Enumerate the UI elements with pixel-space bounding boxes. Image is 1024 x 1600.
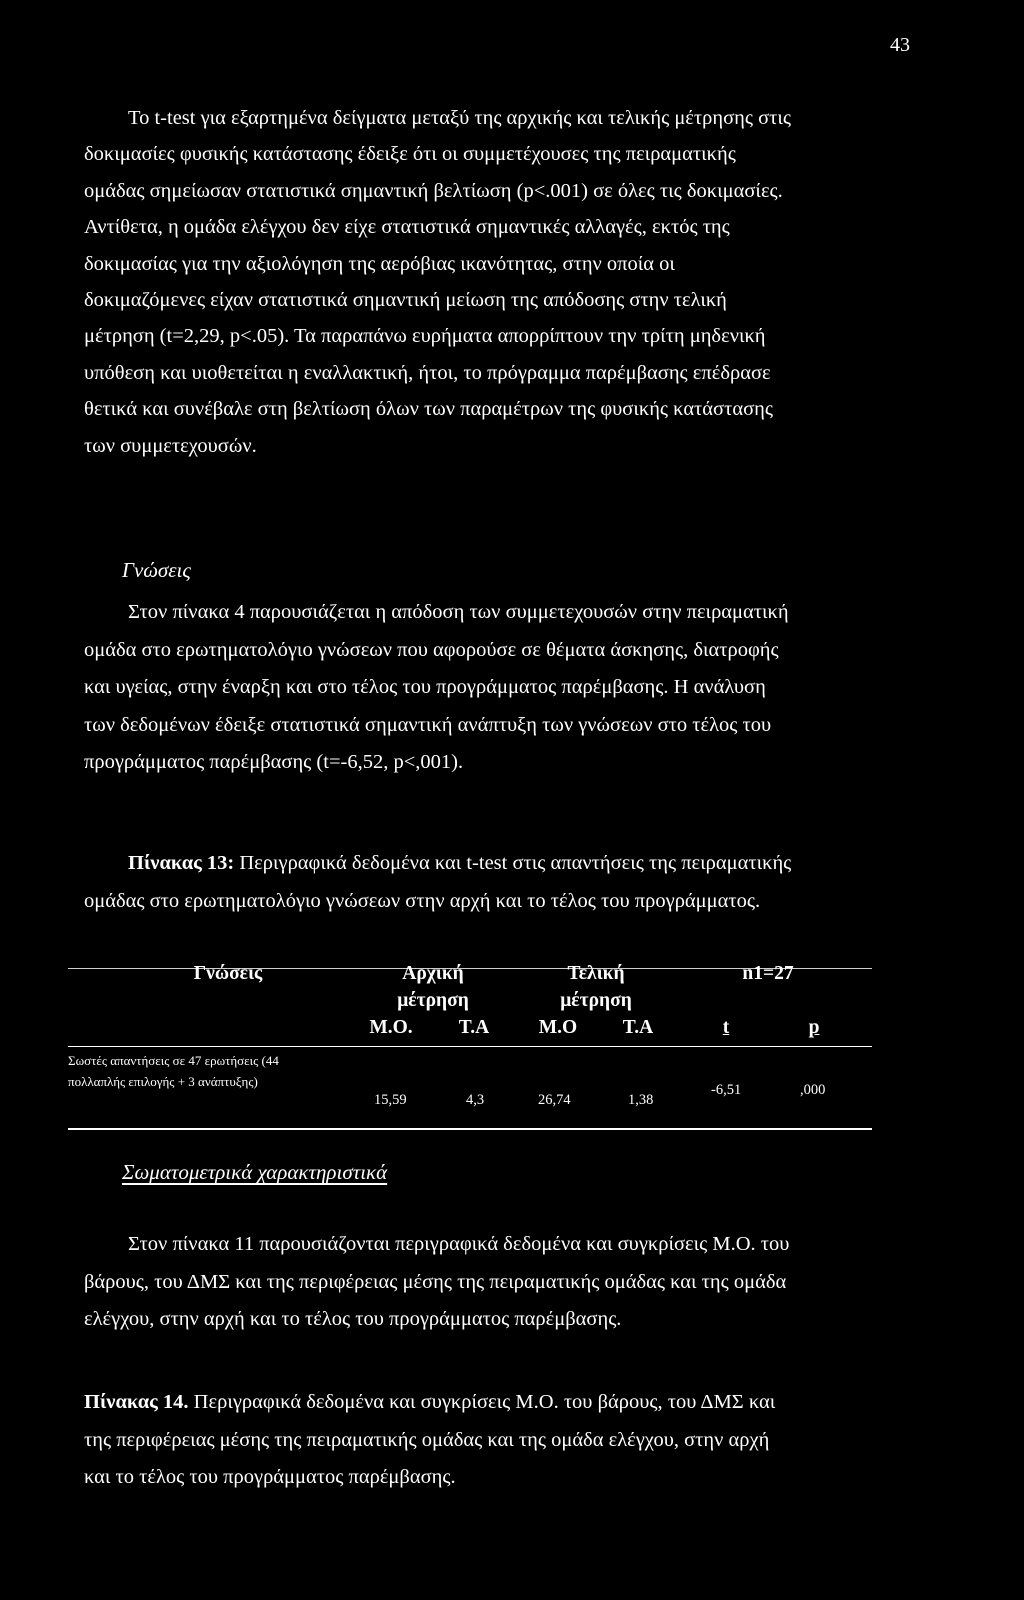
text-line: Στον πίνακα 11 παρουσιάζονται περιγραφικά δεδομένα και συγκρίσεις Μ.Ο. του	[128, 1233, 790, 1255]
header-n: n1=27	[742, 963, 794, 984]
col-mo-final: Μ.Ο	[538, 1017, 578, 1038]
text-line: των δεδομένων έδειξε στατιστικά σημαντική ανάπτυξη των γνώσεων στο τέλος του	[84, 713, 772, 736]
cell-ta-final: 1,38	[628, 1092, 654, 1108]
text-line: ομάδα στο ερωτηματολόγιο γνώσεων που αφορούσε σε θέματα άσκησης, διατροφής	[84, 638, 779, 661]
cell-t: -6,51	[711, 1082, 742, 1098]
page-number: 43	[890, 34, 910, 56]
table-bottom-rule	[68, 1128, 872, 1130]
header-final-2: μέτρηση	[560, 990, 632, 1011]
cell-mo-initial: 15,59	[374, 1092, 407, 1108]
col-ta-initial: Τ.Α	[458, 1017, 490, 1038]
table-mid-rule	[68, 1046, 872, 1047]
section-heading-somatometric: Σωματομετρικά χαρακτηριστικά	[122, 1160, 388, 1184]
cell-p: ,000	[800, 1082, 826, 1098]
text-line: ομάδας στο ερωτηματολόγιο γνώσεων στην αρχή και το τέλος του προγράμματος.	[84, 889, 761, 912]
col-ta-final: Τ.Α	[622, 1017, 654, 1038]
header-gnoseis: Γνώσεις	[193, 963, 263, 984]
text-line: Πίνακας 14. Περιγραφικά δεδομένα και συγκρίσεις Μ.Ο. του βάρους, του ΔΜΣ και	[84, 1391, 776, 1413]
text-line: δοκιμασίας για την αξιολόγηση της αερόβιας ικανότητας, στην οποία οι	[84, 252, 675, 275]
paragraph-knowledge	[84, 594, 918, 782]
text-line: Πίνακας 13: Περιγραφικά δεδομένα και t-test στις απαντήσεις της πειραματικής	[128, 852, 792, 874]
cell-mo-final: 26,74	[538, 1092, 571, 1108]
text-line: και το τέλος του προγράμματος παρέμβασης.	[84, 1466, 456, 1489]
text-line: προγράμματος παρέμβασης (t=-6,52, p<,001).	[84, 751, 464, 774]
col-t: t	[722, 1017, 730, 1038]
col-mo-initial: Μ.Ο.	[369, 1017, 413, 1038]
text-line: Το t-test για εξαρτημένα δείγματα μεταξύ της αρχικής και τελικής μέτρησης στις	[128, 107, 792, 129]
cell-ta-initial: 4,3	[466, 1092, 485, 1108]
table-14-caption	[84, 1384, 918, 1497]
text-line: βάρους, του ΔΜΣ και της περιφέρειας μέσης της πειραματικής ομάδας και της ομάδα	[84, 1270, 787, 1293]
text-line: δοκιμασίες φυσικής κατάστασης έδειξε ότι οι συμμετέχουσες της πειραματικής	[84, 143, 736, 166]
text-line: θετικά και συνέβαλε στη βελτίωση όλων των παραμέτρων της φυσικής κατάστασης	[84, 398, 773, 421]
header-final-1: Τελική	[567, 963, 625, 984]
table-13-caption	[84, 845, 918, 920]
caption-label: Πίνακας 14.	[84, 1391, 189, 1413]
section-heading-gnoseis: Γνώσεις	[122, 558, 191, 582]
text-line: υπόθεση και υιοθετείται η εναλλακτική, ήτοι, το πρόγραμμα παρέμβασης επέδρασε	[84, 361, 771, 384]
text-line: μέτρηση (t=2,29, p<.05). Τα παραπάνω ευρήματα απορρίπτουν την τρίτη μηδενική	[84, 325, 766, 348]
text-line: Στον πίνακα 4 παρουσιάζεται η απόδοση των συμμετεχουσών στην πειραματική	[128, 601, 789, 623]
header-initial-1: Αρχική	[402, 963, 464, 984]
text-line: των συμμετεχουσών.	[84, 434, 257, 457]
header-initial-2: μέτρηση	[397, 990, 469, 1011]
text-line: δοκιμαζόμενες είχαν στατιστικά σημαντική μείωση της απόδοσης στην τελική	[84, 289, 727, 312]
caption-label: Πίνακας 13:	[128, 852, 235, 874]
text-line: Αντίθετα, η ομάδα ελέγχου δεν είχε στατιστικά σημαντικές αλλαγές, εκτός της	[84, 216, 730, 239]
text-line: ελέγχου, στην αρχή και το τέλος του προγράμματος παρέμβασης.	[84, 1308, 622, 1331]
paragraph-somatometric	[84, 1226, 918, 1339]
text-line: και υγείας, στην έναρξη και στο τέλος του προγράμματος παρέμβασης. Η ανάλυση	[84, 676, 766, 699]
col-p: p	[808, 1017, 820, 1038]
text-line: ομάδας σημείωσαν στατιστικά σημαντική βελτίωση (p<.001) σε όλες τις δοκιμασίες.	[84, 179, 783, 202]
table-13	[68, 960, 872, 1132]
row-label: Σωστές απαντήσεις σε 47 ερωτήσεις (44 πολλαπλής επιλογής + 3 ανάπτυξης)	[68, 1053, 279, 1089]
text-line: της περιφέρειας μέσης της πειραματικής ομάδας και της ομάδα ελέγχου, στην αρχή	[84, 1428, 770, 1451]
paragraph-fitness-results	[84, 100, 918, 464]
